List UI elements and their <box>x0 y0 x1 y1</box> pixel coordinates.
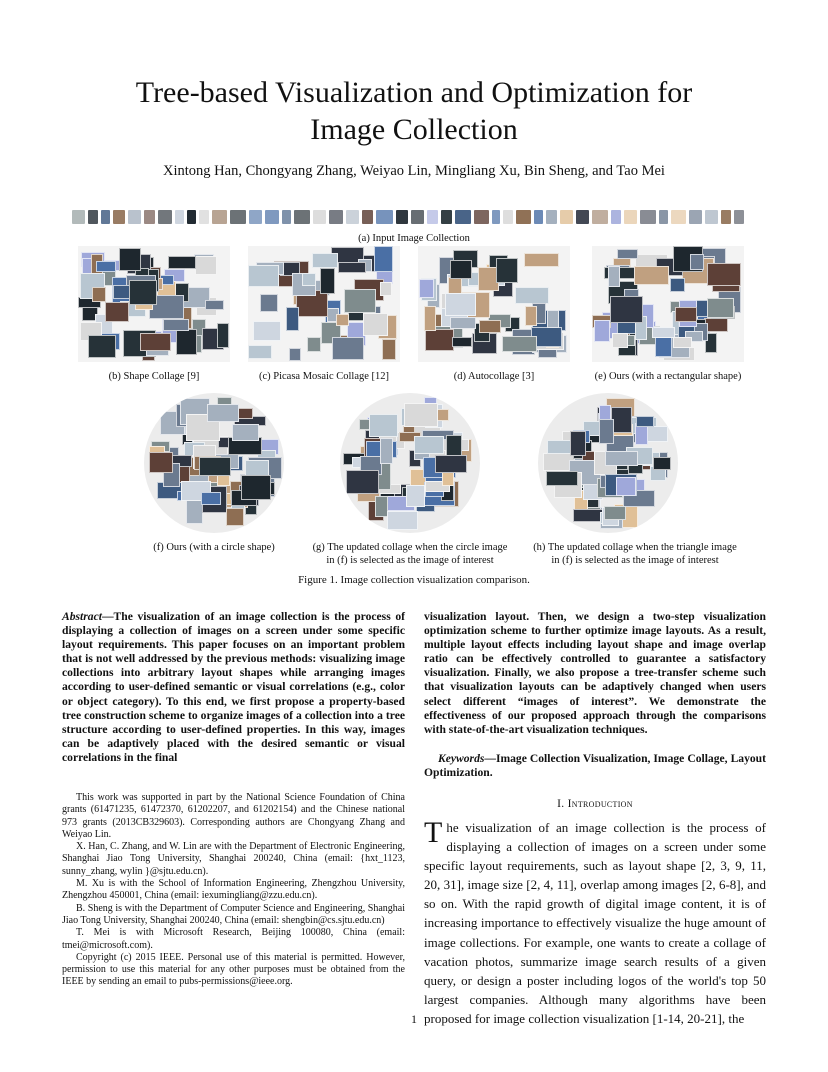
strip-thumbnail <box>734 210 744 224</box>
collage-tile <box>140 333 171 351</box>
collage-tile <box>307 337 321 352</box>
strip-thumbnail <box>427 210 438 224</box>
collage-tile <box>573 509 603 522</box>
collage-tile <box>673 337 692 348</box>
collage-tile <box>502 336 537 352</box>
strip-thumbnail <box>376 210 393 224</box>
collage-tile <box>610 296 643 323</box>
strip-thumbnail <box>72 210 85 224</box>
collage-tile <box>547 310 559 328</box>
collage-tile <box>611 407 632 433</box>
strip-thumbnail <box>503 210 513 224</box>
strip-thumbnail <box>396 210 409 224</box>
collage-tile <box>605 451 638 466</box>
strip-thumbnail <box>546 210 558 224</box>
strip-thumbnail <box>313 210 327 224</box>
strip-thumbnail <box>721 210 732 224</box>
strip-thumbnail <box>265 210 280 224</box>
collage-tile <box>707 298 734 318</box>
strip-thumbnail <box>88 210 99 224</box>
strip-thumbnail <box>199 210 209 224</box>
strip-thumbnail <box>576 210 589 224</box>
section-heading <box>424 798 766 810</box>
footnote-2: X. Han, C. Zhang, and W. Lin are with the Department of Electronic Engineering, Shanghai Jiao Tong University, Shanghai 200240, China (email: {hxt_1123, sunny_zhang, wylin }@sjtu.edu.cn). <box>62 841 405 877</box>
collage-tile <box>445 293 476 316</box>
strip-thumbnail <box>592 210 609 224</box>
collage-tile <box>260 294 278 312</box>
collage-tile <box>149 452 173 473</box>
collage-tile <box>105 302 129 322</box>
collage-tile <box>248 345 272 359</box>
dropcap: T <box>424 816 443 849</box>
strip-thumbnail <box>294 210 310 224</box>
strip-thumbnail <box>175 210 184 224</box>
strip-thumbnail <box>101 210 110 224</box>
author-list: Xintong Han, Chongyang Zhang, Weiyao Lin, Mingliang Xu, Bin Sheng, and Tao Mei <box>163 163 665 179</box>
page-number: 1 <box>411 1012 417 1026</box>
strip-thumbnail <box>230 210 247 224</box>
ours-circle-image <box>144 393 284 533</box>
strip-thumbnail <box>144 210 155 224</box>
keywords <box>424 752 766 780</box>
updated-circle-selected-image <box>340 393 480 533</box>
strip-thumbnail <box>689 210 702 224</box>
caption-g <box>300 541 520 567</box>
footnote-3: M. Xu is with the School of Information Engineering, Zhengzhou University, Zhengzhou 450001, China (email: iexumingliang@zzu.edu.cn). <box>62 878 405 902</box>
collage-tile <box>289 348 301 361</box>
collage-tile <box>176 329 197 355</box>
autocollage-image <box>418 246 570 362</box>
collage-tile <box>344 289 376 313</box>
collage-tile <box>653 457 671 470</box>
footnote-5: T. Mei is with Microsoft Research, Beijing 100080, China (email: tmei@microsoft.com). <box>62 927 405 951</box>
caption-b: (b) Shape Collage [9] <box>108 371 200 382</box>
collage-tile <box>450 260 472 279</box>
strip-thumbnail <box>346 210 359 224</box>
strip-thumbnail <box>705 210 718 224</box>
collage-tile <box>88 335 116 358</box>
collage-tile <box>425 329 454 351</box>
collage-tile <box>205 300 224 310</box>
collage-tile <box>168 256 196 269</box>
collage-tile <box>419 279 434 298</box>
figure-caption: Figure 1. Image collection visualization comparison. <box>298 574 530 586</box>
keywords-label: Keywords <box>438 752 485 765</box>
collage-tile <box>232 424 259 441</box>
strip-thumbnail <box>516 210 531 224</box>
collage-tile <box>363 313 388 336</box>
collage-tile <box>96 261 116 272</box>
strip-thumbnail <box>113 210 125 224</box>
strip-thumbnail <box>640 210 656 224</box>
collage-tile <box>320 268 335 294</box>
collage-tile <box>195 256 217 275</box>
caption-h <box>520 541 750 567</box>
abstract-left <box>62 610 405 765</box>
abstract-right: visualization layout. Then, we design a two-step visualization optimization scheme to further optimize image layouts. As a result, multiple layout effects including layout shape and image overlap ratio can be effectively controlled to guarantee a satisfactory visualization. Finally, we also propose a tree-transfer scheme such that visualization layouts can be adaptively changed when users select different “images of interest”. We demonstrate the effectiveness of our proposed approach through the comparisons with state-of-the-art visualization techniques. <box>424 610 766 736</box>
collage-tile <box>617 249 638 259</box>
collage-tile <box>594 320 610 342</box>
strip-thumbnail <box>128 210 142 224</box>
collage-tile <box>608 266 620 287</box>
collage-tile <box>616 477 636 496</box>
collage-tile <box>374 246 393 272</box>
collage-tile <box>241 475 271 500</box>
collage-tile <box>129 280 157 305</box>
collage-tile <box>346 470 379 494</box>
updated-triangle-selected-image <box>538 393 678 533</box>
strip-thumbnail <box>411 210 424 224</box>
collage-tile <box>248 265 279 287</box>
strip-thumbnail <box>187 210 197 224</box>
section-heading-text: I. Introduction <box>557 798 633 810</box>
footnotes <box>62 792 405 989</box>
strip-thumbnail <box>659 210 668 224</box>
collage-tile <box>435 455 467 473</box>
title-line-2: Image Collection <box>310 113 518 146</box>
collage-tile <box>515 287 549 304</box>
strip-thumbnail <box>534 210 543 224</box>
strip-thumbnail <box>455 210 472 224</box>
collage-tile <box>570 431 586 456</box>
abstract-label: Abstract <box>62 610 102 623</box>
collage-tile <box>612 333 628 348</box>
shape-collage-image <box>78 246 230 362</box>
strip-thumbnail <box>441 210 452 224</box>
strip-thumbnail <box>282 210 291 224</box>
caption-e: (e) Ours (with a rectangular shape) <box>594 371 742 382</box>
caption-g-line-2: in (f) is selected as the image of interest <box>326 555 494 566</box>
collage-tile <box>524 253 559 267</box>
caption-h-line-1: (h) The updated collage when the triangle image <box>533 542 737 553</box>
paper-title <box>0 74 828 148</box>
collage-tile <box>302 273 316 286</box>
collage-tile <box>496 258 518 283</box>
collage-tile <box>546 471 578 486</box>
strip-thumbnail <box>329 210 343 224</box>
strip-thumbnail <box>611 210 621 224</box>
intro-paragraph <box>424 818 766 1028</box>
collage-tile <box>92 287 106 302</box>
collage-tile <box>452 337 472 347</box>
collage-tile <box>670 278 685 292</box>
caption-f: (f) Ours (with a circle shape) <box>153 542 275 553</box>
collage-tile <box>604 506 626 520</box>
collage-tile <box>387 511 418 530</box>
strip-thumbnail <box>671 210 687 224</box>
collage-tile <box>332 337 364 360</box>
collage-tile <box>380 438 393 464</box>
collage-tile <box>382 339 396 360</box>
collage-tile <box>217 323 229 348</box>
collage-tile <box>312 253 338 268</box>
footnote-4: B. Sheng is with the Department of Computer Science and Engineering, Shanghai Jiao Tong University, Shanghai 200240, China (email: shengbin@cs.sjtu.edu.cn) <box>62 902 405 926</box>
collage-tile <box>636 416 654 427</box>
collage-tile <box>286 307 299 331</box>
picasa-mosaic-image <box>248 246 400 362</box>
collage-tile <box>404 403 438 427</box>
collage-tile <box>163 319 189 331</box>
strip-thumbnail <box>492 210 501 224</box>
footnote-1: This work was supported in part by the National Science Foundation of China grants (61471235, 61472370, 61202207, and 61202154) and the Chinese national 973 grants (2013CB329603). Corresponding authors are Chongyang Zhang and Weiyao Lin. <box>62 792 405 840</box>
collage-tile <box>675 307 697 322</box>
strip-thumbnail <box>212 210 227 224</box>
caption-a: (a) Input Image Collection <box>358 233 470 244</box>
collage-tile <box>690 254 704 270</box>
input-image-strip <box>72 208 744 224</box>
caption-h-line-2: in (f) is selected as the image of interest <box>551 555 719 566</box>
collage-tile <box>707 263 741 286</box>
footnote-6: Copyright (c) 2015 IEEE. Personal use of this material is permitted. However, permission to use this material for any other purposes must be obtained from the IEEE by sending an email to pubs-permissions@ieee.org. <box>62 951 405 988</box>
collage-tile <box>414 436 444 454</box>
strip-thumbnail <box>560 210 573 224</box>
collage-tile <box>207 404 239 422</box>
strip-thumbnail <box>362 210 374 224</box>
collage-tile <box>406 485 425 507</box>
collage-tile <box>450 317 476 329</box>
caption-d: (d) Autocollage [3] <box>453 371 535 382</box>
strip-thumbnail <box>249 210 262 224</box>
collage-tile <box>226 508 244 526</box>
collage-tile <box>119 248 141 271</box>
title-line-1: Tree-based Visualization and Optimization for <box>135 76 693 109</box>
collage-tile <box>201 492 221 505</box>
strip-thumbnail <box>474 210 489 224</box>
caption-g-line-1: (g) The updated collage when the circle image <box>312 542 508 553</box>
collage-tile <box>599 419 614 444</box>
collage-tile <box>424 306 436 331</box>
collage-tile <box>199 457 231 476</box>
abstract-text-left: —The visualization of an image collection is the process of displaying a collection of images on a screen under some specific layout requirements. This paper focuses on an important problem that is not well addressed by the previous methods: visualizing image collections into arbitrary layout shapes while arranging images according to user-defined semantic or visual correlations (e.g., color or object category). To this end, we first propose a property-based tree construction scheme to organize images of a collection into a tree structure according to user-defined properties. In this way, images can be adaptively placed with the desired semantic or visual correlations in the final <box>62 610 405 764</box>
collage-tile <box>652 327 675 338</box>
collage-tile <box>338 262 366 273</box>
intro-text: he visualization of an image collection is the process of displaying a collection of images on a screen under some specific layout requirements, such as layout shape [2, 3, 9, 11, 20, 31], image size [2, 4, 11], overlap among images [2, 6-8], and so on. With the rapid growth of digital image content, it is of increasing importance to effectively visualize the huge amount of image collections. For example, one wants to create a collage of vacation photos, summarize image search results of a given query, or design a poster including logos of the world's top 50 largest companies. Although many algorithms have been proposed for image collection visualization [1-14, 20-21], the <box>424 820 766 1026</box>
collage-tile <box>380 282 392 296</box>
strip-thumbnail <box>624 210 638 224</box>
strip-thumbnail <box>158 210 172 224</box>
collage-tile <box>525 306 537 326</box>
collage-tile <box>253 321 281 341</box>
caption-c: (c) Picasa Mosaic Collage [12] <box>258 371 390 382</box>
keywords-text: —Image Collection Visualization, Image Collage, Layout Optimization. <box>424 752 766 780</box>
collage-tile <box>634 266 669 285</box>
ours-rectangular-image <box>592 246 744 362</box>
collage-tile <box>369 414 398 437</box>
collage-tile <box>479 320 501 333</box>
collage-tile <box>336 314 349 326</box>
